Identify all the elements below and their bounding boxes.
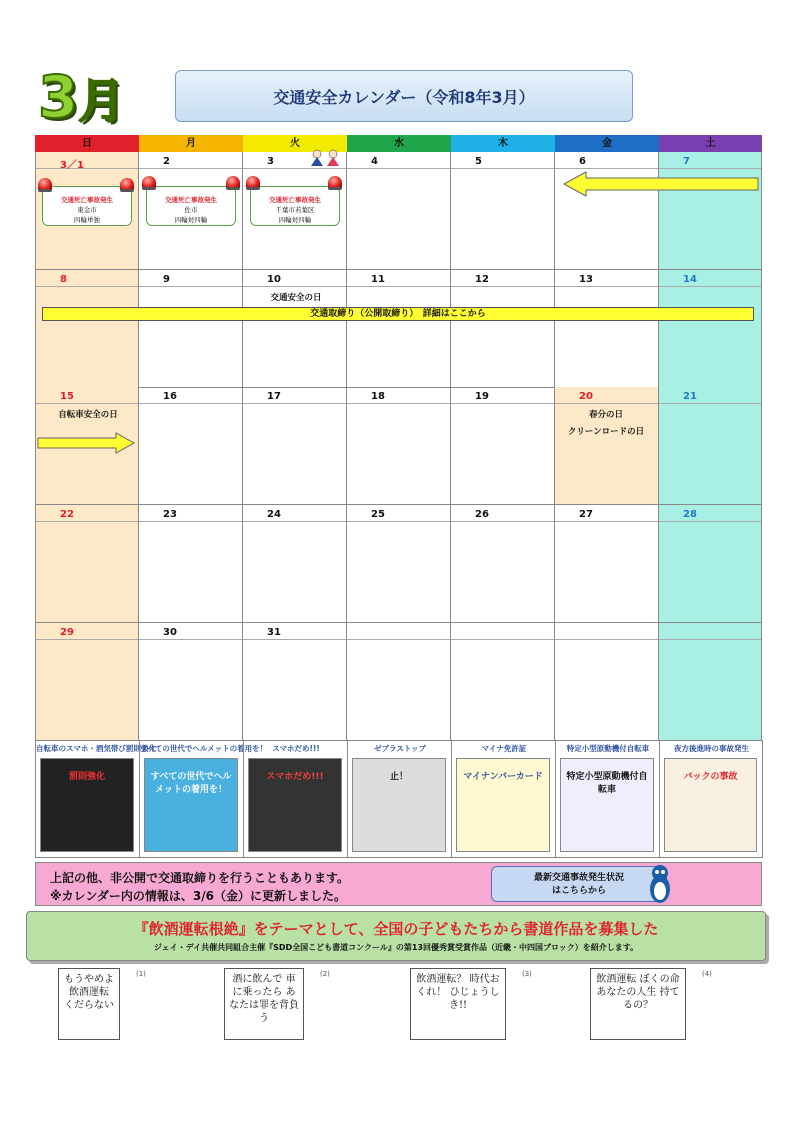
- day-number: 30: [163, 627, 177, 638]
- poster-image[interactable]: [560, 758, 654, 852]
- contest-banner: [26, 911, 766, 961]
- weekday-header: 火: [243, 135, 347, 152]
- day-divider: [659, 521, 761, 522]
- calendar-day-cell: [243, 505, 347, 623]
- day-divider: [451, 168, 554, 169]
- poster-headline: スマホだめ!!!: [266, 772, 324, 782]
- day-divider: [347, 168, 450, 169]
- poster-caption[interactable]: すべての世代でヘルメットの着用を！: [140, 744, 268, 753]
- day-number: 22: [60, 509, 74, 520]
- contest-headline: 『飲酒運転根絶』をテーマとして、全国の子どもたちから書道作品を募集した: [133, 920, 659, 938]
- poster-divider: [347, 740, 348, 858]
- day-divider: [347, 286, 450, 287]
- day-divider: [659, 639, 761, 640]
- calendar-day-cell: [555, 270, 659, 388]
- calendar-day-cell: [243, 270, 347, 388]
- calligraphy-text: もうやめよ 飲酒運転 くだらない: [64, 974, 114, 1011]
- poster-image[interactable]: [456, 758, 550, 852]
- poster-caption[interactable]: 夜方後進時の事故発生: [674, 744, 749, 753]
- day-number: 26: [475, 509, 489, 520]
- poster-row: [35, 740, 762, 858]
- notice-line-1: 上記の他、非公開で交通取締りを行うこともあります。: [50, 871, 350, 885]
- poster-headline: 罰則強化: [68, 772, 105, 782]
- poster-caption[interactable]: ゼブラストップ: [373, 744, 427, 753]
- poster-headline: マイナンバーカード: [463, 772, 543, 782]
- poster-headline: 止！: [389, 772, 408, 782]
- day-divider: [451, 521, 554, 522]
- calendar-day-cell: [139, 623, 243, 741]
- day-divider: [555, 403, 658, 404]
- poster-image[interactable]: [248, 758, 342, 852]
- calendar-day-cell: [35, 505, 139, 623]
- calendar-day-cell: [347, 387, 451, 505]
- day-divider: [36, 521, 138, 522]
- day-number: 3: [267, 156, 274, 167]
- day-divider: [347, 521, 450, 522]
- day-number: 18: [371, 391, 385, 402]
- poster-image[interactable]: [40, 758, 134, 852]
- day-divider: [139, 168, 242, 169]
- notice-line-2: ※カレンダー内の情報は、3/6（金）に更新しました。: [50, 889, 346, 903]
- weekday-header: 土: [659, 135, 762, 152]
- day-number: 14: [683, 274, 697, 285]
- day-divider: [555, 168, 658, 169]
- calendar-day-cell: [347, 270, 451, 388]
- day-divider: [347, 403, 450, 404]
- poster-caption[interactable]: マイナ免許証: [481, 744, 527, 753]
- calligraphy-work[interactable]: [590, 968, 686, 1040]
- siren-icon: [38, 178, 52, 192]
- accident-box-3[interactable]: 交通死亡事故発生 千葉市若葉区 四輪対四輪: [250, 186, 340, 226]
- poster-caption[interactable]: 自転車のスマホ・酒気帯び罰則強化: [36, 744, 156, 753]
- poster-headline: バックの事故: [683, 772, 738, 782]
- poster-divider: [243, 740, 244, 858]
- poster-divider: [659, 740, 660, 858]
- calendar-day-cell: [243, 623, 347, 741]
- siren-icon: [226, 176, 240, 190]
- day-number: 8: [60, 274, 67, 285]
- weekday-header: 日: [35, 135, 139, 152]
- calendar-day-cell: [555, 623, 659, 741]
- day-number: 15: [60, 391, 74, 402]
- day-number: 5: [475, 156, 482, 167]
- day-number: 11: [371, 274, 385, 285]
- calendar-day-cell: [659, 505, 762, 623]
- poster-headline: 特定小型原動機付自転車: [566, 772, 648, 795]
- day-number: 6: [579, 156, 586, 167]
- traffic-safety-day: 交通安全の日: [270, 293, 322, 303]
- day-number: 19: [475, 391, 489, 402]
- day-divider: [36, 403, 138, 404]
- poster-caption[interactable]: 特定小型原動機付自転車: [566, 744, 650, 753]
- poster-caption[interactable]: スマホだめ!!!: [272, 744, 320, 753]
- arrow-left-icon: [562, 170, 760, 198]
- accident-box-1[interactable]: 交通死亡事故発生 東金市 四輪単独: [42, 186, 132, 226]
- day-number: 23: [163, 509, 177, 520]
- equinox-day: 春分の日: [588, 410, 623, 420]
- poster-image[interactable]: [144, 758, 238, 852]
- work-number: (1): [136, 970, 146, 978]
- day-divider: [36, 168, 138, 169]
- contest-subline: ジェイ・デイ共催共同組合主催『SDD全国こども書道コンクール』の第13回優秀賞受賞作品（近畿・中四国ブロック）を紹介します。: [153, 943, 639, 952]
- poster-divider: [555, 740, 556, 858]
- calendar-day-cell: [139, 270, 243, 388]
- calendar-day-cell: [35, 270, 139, 388]
- day-divider: [36, 639, 138, 640]
- work-number: (2): [320, 970, 330, 978]
- calendar-day-cell: [347, 505, 451, 623]
- poster-headline: すべての世代でヘルメットの着用を！: [150, 772, 232, 795]
- month-title: 3月: [38, 63, 125, 131]
- day-divider: [139, 639, 242, 640]
- siren-icon: [120, 178, 134, 192]
- day-number: 31: [267, 627, 281, 638]
- siren-icon: [246, 176, 260, 190]
- weekday-header: 水: [347, 135, 451, 152]
- day-divider: [659, 403, 761, 404]
- day-number: 16: [163, 391, 177, 402]
- day-divider: [555, 639, 658, 640]
- calligraphy-works: [0, 968, 795, 1048]
- day-divider: [139, 403, 242, 404]
- siren-icon: [142, 176, 156, 190]
- calendar-day-cell: [659, 387, 762, 505]
- siren-icon: [328, 176, 342, 190]
- notice-box: [35, 862, 762, 906]
- calendar-day-cell: [451, 505, 555, 623]
- calendar-title-banner: 交通安全カレンダー（令和8年3月）: [175, 70, 633, 122]
- poster-divider: [762, 740, 763, 858]
- clean-road-day: クリーンロードの日: [567, 427, 645, 437]
- calligraphy-text: 飲酒運転？ 時代おくれ！ ひじょうしき!!: [416, 974, 500, 1011]
- bicycle-safety-day: 自転車安全の日: [58, 410, 118, 420]
- weekday-header: 木: [451, 135, 555, 152]
- mascot-icon: [646, 863, 674, 905]
- day-divider: [451, 286, 554, 287]
- day-number: 9: [163, 274, 170, 285]
- day-number: 12: [475, 274, 489, 285]
- day-number: 10: [267, 274, 281, 285]
- day-number: 24: [267, 509, 281, 520]
- day-divider: [555, 286, 658, 287]
- work-number: (4): [702, 970, 712, 978]
- day-divider: [659, 168, 761, 169]
- day-divider: [451, 403, 554, 404]
- calendar-day-cell: [347, 152, 451, 270]
- day-number: 3／1: [60, 160, 84, 171]
- work-number: (3): [522, 970, 532, 978]
- poster-divider: [451, 740, 452, 858]
- calendar-day-cell: [451, 387, 555, 505]
- day-divider: [451, 639, 554, 640]
- calendar-day-cell: [139, 387, 243, 505]
- calendar-day-cell: [451, 623, 555, 741]
- day-number: 4: [371, 156, 378, 167]
- calendar-day-cell: [555, 505, 659, 623]
- day-divider: [243, 168, 346, 169]
- accident-box-2[interactable]: 交通死亡事故発生 佐市 四輪対四輪: [146, 186, 236, 226]
- calendar-day-cell: [555, 387, 659, 505]
- day-number: 13: [579, 274, 593, 285]
- calligraphy-text: 酒に飲んで 車に乗ったら あなたは罪を背負う: [229, 974, 299, 1024]
- crackdown-link[interactable]: 交通取締り（公開取締り） 詳細はここから: [42, 307, 754, 321]
- calendar-day-cell: [659, 270, 762, 388]
- day-divider: [36, 286, 138, 287]
- day-number: 20: [579, 391, 593, 402]
- weekday-header: 月: [139, 135, 243, 152]
- poster-image[interactable]: [352, 758, 446, 852]
- day-number: 7: [683, 156, 690, 167]
- calendar-day-cell: [243, 387, 347, 505]
- day-number: 2: [163, 156, 170, 167]
- day-number: 27: [579, 509, 593, 520]
- day-number: 28: [683, 509, 697, 520]
- calendar-day-cell: [451, 270, 555, 388]
- day-divider: [243, 521, 346, 522]
- weekday-header: 金: [555, 135, 659, 152]
- poster-divider: [139, 740, 140, 858]
- calendar-day-cell: [139, 505, 243, 623]
- day-divider: [139, 286, 242, 287]
- accident-status-button[interactable]: 最新交通事故発生状況 はこちらから: [491, 866, 667, 902]
- day-divider: [139, 521, 242, 522]
- arrow-right-icon: [36, 432, 136, 454]
- calendar-day-cell: [35, 623, 139, 741]
- day-divider: [555, 521, 658, 522]
- day-number: 17: [267, 391, 281, 402]
- calligraphy-work[interactable]: [410, 968, 506, 1040]
- day-divider: [243, 286, 346, 287]
- calligraphy-work[interactable]: [58, 968, 120, 1040]
- calendar-day-cell: [451, 152, 555, 270]
- day-divider: [659, 286, 761, 287]
- day-divider: [347, 639, 450, 640]
- calendar-day-cell: [659, 623, 762, 741]
- day-number: 25: [371, 509, 385, 520]
- day-number: 29: [60, 627, 74, 638]
- day-divider: [243, 403, 346, 404]
- day-divider: [243, 639, 346, 640]
- day-number: 21: [683, 391, 697, 402]
- hina-doll-icon: [308, 148, 344, 166]
- calligraphy-work[interactable]: [224, 968, 304, 1040]
- calligraphy-text: 飲酒運転 ぼくの命 あなたの人生 持てるの？: [596, 974, 680, 1011]
- poster-image[interactable]: [664, 758, 757, 852]
- calendar-day-cell: [347, 623, 451, 741]
